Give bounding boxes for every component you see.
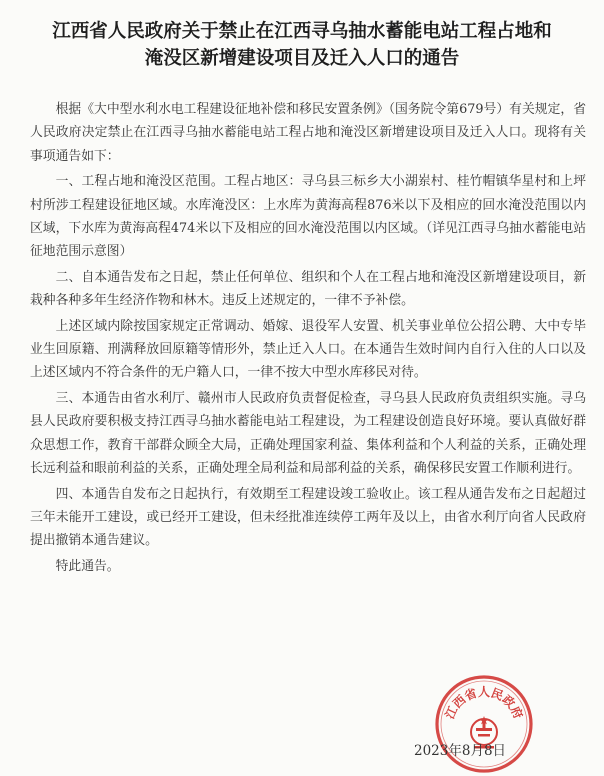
seal-text: 江西省人民政府 xyxy=(442,685,526,722)
paragraph-section-3: 三、本通告由省水利厅、赣州市人民政府负责督促检查，寻乌县人民政府负责组织实施。寻乌县人民政府要积极支持江西寻乌抽水蓄能电站工程建设，为工程建设创造良好环境。要认真做好群众思想工作，教育干部群众顾全大局，正确处理国家利益、集体利益和个人利益的关系，正确处理长远利益和眼前利益的关系，正确处理全局利益和局部利益的关系，确保移民安置工作顺利进行。 xyxy=(30,390,586,477)
paragraph-closing: 特此通告。 xyxy=(55,558,120,574)
title-line-1: 江西省人民政府关于禁止在江西寻乌抽水蓄能电站工程占地和 xyxy=(52,21,552,42)
paragraph-section-2: 二、自本通告发布之日起，禁止任何单位、组织和个人在工程占地和淹没区新增建设项目，新栽种各种多年生经济作物和林木。违反上述规定的，一律不予补偿。 xyxy=(30,269,586,309)
paragraph-preamble: 根据《大中型水利水电工程建设征地补偿和移民安置条例》（国务院令第679号）有关规定，省人民政府决定禁止在江西寻乌抽水蓄能电站工程占地和淹没区新增建设项目及迁入人口。现将有关事项通告如下： xyxy=(30,102,586,164)
svg-text:江西省人民政府 xyxy=(442,685,527,721)
document-date: 2023年8月8日 xyxy=(414,743,507,759)
document-body xyxy=(30,98,586,578)
title-line-2: 淹没区新增建设项目及迁入人口的通告 xyxy=(144,48,460,69)
paragraph-section-2-continued: 上述区域内除按国家规定正常调动、婚嫁、退役军人安置、机关事业单位公招公聘、大中专毕业生回原籍、刑满释放回原籍等情形外，禁止迁入人口。在本通告生效时间内自行入住的人口以及上述区域内不符合条件的无户籍人口，一律不按大中型水库移民对待。 xyxy=(30,318,586,381)
paragraph-section-4: 四、本通告自发布之日起执行，有效期至工程建设竣工验收止。该工程从通告发布之日起超过三年未能开工建设，或已经开工建设，但未经批准连续停工两年及以上，由省水利厅向省人民政府提出撤销本通告建议。 xyxy=(30,486,586,549)
paragraph-section-1: 一、工程占地和淹没区范围。工程占地区：寻乌县三标乡大小湖岽村、桂竹帽镇华星村和上坪村所涉工程建设征地区域。水库淹没区：上水库为黄海高程876米以下及相应的回水淹没范围以内区域，下水库为黄海高程474米以下及相应的回水淹没范围以内区域。（详见江西寻乌抽水蓄能电站征地范围示意图） xyxy=(30,174,586,260)
official-seal-icon xyxy=(432,672,536,776)
document-title xyxy=(10,18,594,72)
